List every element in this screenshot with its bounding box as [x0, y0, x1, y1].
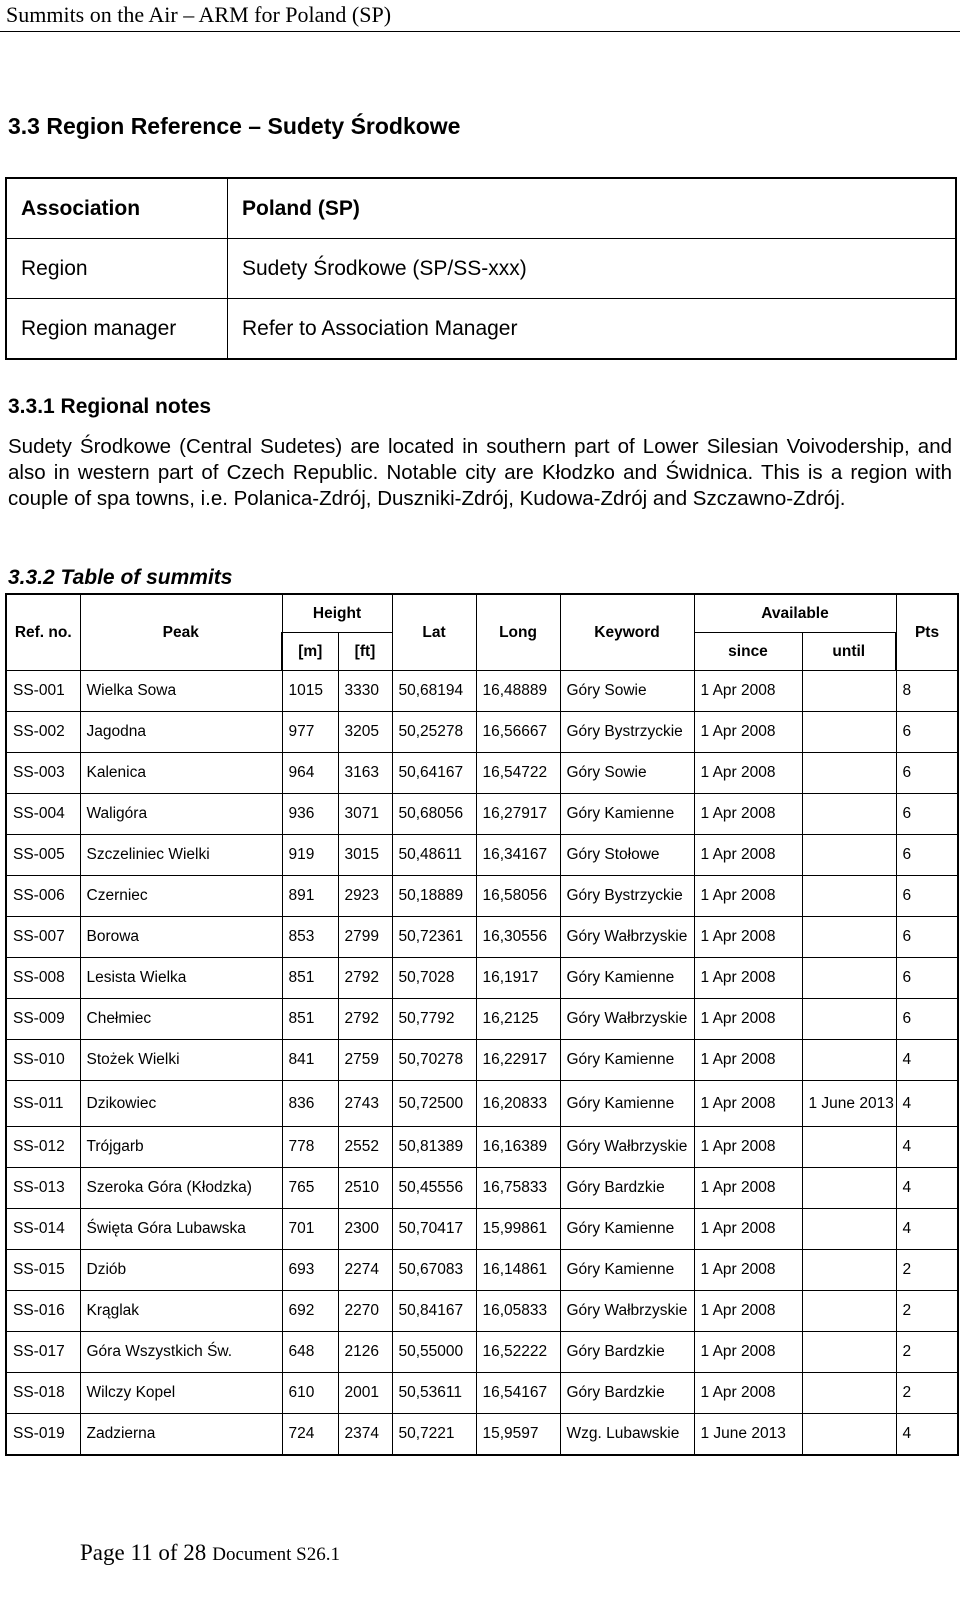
cell-long: 16,1917: [476, 958, 560, 999]
cell-peak: Dzikowiec: [80, 1081, 282, 1127]
cell-lat: 50,55000: [392, 1332, 476, 1373]
cell-ref: SS-006: [6, 876, 80, 917]
cell-until: [802, 1127, 896, 1168]
cell-height-ft: 3015: [338, 835, 392, 876]
cell-keyword: Góry Kamienne: [560, 1040, 694, 1081]
cell-until: 1 June 2013: [802, 1081, 896, 1127]
header-until: until: [802, 633, 896, 671]
table-row: [6, 999, 958, 1040]
table-row: [6, 1168, 958, 1209]
header-peak: Peak: [80, 594, 282, 671]
cell-height-m: 841: [282, 1040, 338, 1081]
cell-lat: 50,68194: [392, 671, 476, 712]
header-height-ft: [ft]: [338, 633, 392, 671]
cell-height-m: 936: [282, 794, 338, 835]
cell-keyword: Góry Sowie: [560, 671, 694, 712]
info-label: Association: [6, 178, 228, 239]
document-id: Document S26.1: [212, 1544, 340, 1565]
cell-peak: Waligóra: [80, 794, 282, 835]
cell-height-ft: 2270: [338, 1291, 392, 1332]
cell-until: [802, 999, 896, 1040]
cell-until: [802, 876, 896, 917]
header-long: Long: [476, 594, 560, 671]
cell-peak: Dziób: [80, 1250, 282, 1291]
cell-pts: 2: [896, 1250, 958, 1291]
cell-long: 16,27917: [476, 794, 560, 835]
cell-until: [802, 835, 896, 876]
table-row: [6, 1414, 958, 1455]
regional-notes-text: Sudety Środkowe (Central Sudetes) are located in southern part of Lower Silesian Voivodership, and also in western part of Czech Republic. Notable city are Kłodzko and Świdnica. This is a region with couple of spa towns, i.e. Polanica-Zdrój, Duszniki-Zdrój, Kudowa-Zdrój and Szczawno-Zdrój.: [8, 435, 952, 510]
regional-notes-heading: 3.3.1 Regional notes: [8, 395, 212, 418]
cell-height-ft: 2126: [338, 1332, 392, 1373]
cell-peak: Jagodna: [80, 712, 282, 753]
cell-ref: SS-005: [6, 835, 80, 876]
cell-ref: SS-008: [6, 958, 80, 999]
cell-keyword: Góry Bardzkie: [560, 1168, 694, 1209]
table-row: [6, 753, 958, 794]
cell-long: 16,54722: [476, 753, 560, 794]
header-pts: Pts: [896, 594, 958, 671]
cell-lat: 50,72361: [392, 917, 476, 958]
cell-pts: 4: [896, 1040, 958, 1081]
cell-peak: Lesista Wielka: [80, 958, 282, 999]
cell-long: 16,54167: [476, 1373, 560, 1414]
cell-peak: Chełmiec: [80, 999, 282, 1040]
cell-since: 1 Apr 2008: [694, 917, 802, 958]
cell-ref: SS-019: [6, 1414, 80, 1455]
cell-peak: Góra Wszystkich Św.: [80, 1332, 282, 1373]
cell-lat: 50,70278: [392, 1040, 476, 1081]
cell-pts: 6: [896, 958, 958, 999]
info-value: Poland (SP): [228, 178, 957, 239]
cell-height-m: 964: [282, 753, 338, 794]
cell-lat: 50,48611: [392, 835, 476, 876]
cell-peak: Święta Góra Lubawska: [80, 1209, 282, 1250]
cell-lat: 50,18889: [392, 876, 476, 917]
cell-since: 1 Apr 2008: [694, 1168, 802, 1209]
cell-height-ft: 2743: [338, 1081, 392, 1127]
cell-height-m: 765: [282, 1168, 338, 1209]
cell-ref: SS-001: [6, 671, 80, 712]
cell-until: [802, 671, 896, 712]
cell-pts: 4: [896, 1081, 958, 1127]
cell-until: [802, 1373, 896, 1414]
cell-until: [802, 917, 896, 958]
cell-long: 15,99861: [476, 1209, 560, 1250]
cell-long: 16,20833: [476, 1081, 560, 1127]
table-row: [6, 1127, 958, 1168]
table-row: [6, 712, 958, 753]
cell-lat: 50,72500: [392, 1081, 476, 1127]
cell-height-ft: 3071: [338, 794, 392, 835]
cell-ref: SS-016: [6, 1291, 80, 1332]
region-info-table: [5, 177, 957, 360]
info-label: Region manager: [6, 299, 228, 360]
cell-height-ft: 2374: [338, 1414, 392, 1455]
cell-peak: Szeroka Góra (Kłodzka): [80, 1168, 282, 1209]
cell-long: 16,75833: [476, 1168, 560, 1209]
cell-long: 16,30556: [476, 917, 560, 958]
cell-keyword: Góry Kamienne: [560, 958, 694, 999]
header-divider: [0, 31, 960, 32]
header-available: Available: [694, 594, 896, 633]
summits-table-heading: 3.3.2 Table of summits: [8, 566, 233, 589]
cell-since: 1 Apr 2008: [694, 794, 802, 835]
cell-long: 16,05833: [476, 1291, 560, 1332]
cell-long: 16,34167: [476, 835, 560, 876]
header-height: Height: [282, 594, 392, 633]
cell-peak: Wielka Sowa: [80, 671, 282, 712]
cell-long: 16,14861: [476, 1250, 560, 1291]
cell-keyword: Góry Kamienne: [560, 1209, 694, 1250]
cell-lat: 50,67083: [392, 1250, 476, 1291]
cell-keyword: Góry Wałbrzyskie: [560, 1127, 694, 1168]
cell-height-ft: 2001: [338, 1373, 392, 1414]
header-since: since: [694, 633, 802, 671]
cell-peak: Wilczy Kopel: [80, 1373, 282, 1414]
cell-pts: 6: [896, 835, 958, 876]
cell-since: 1 Apr 2008: [694, 1250, 802, 1291]
cell-keyword: Góry Bardzkie: [560, 1332, 694, 1373]
cell-since: 1 Apr 2008: [694, 1209, 802, 1250]
cell-height-ft: 2510: [338, 1168, 392, 1209]
cell-until: [802, 794, 896, 835]
cell-height-m: 648: [282, 1332, 338, 1373]
table-row: [6, 835, 958, 876]
info-value: Refer to Association Manager: [228, 299, 957, 360]
section-title: 3.3 Region Reference – Sudety Środkowe: [8, 113, 461, 139]
cell-long: 16,56667: [476, 712, 560, 753]
page-footer: [80, 1540, 340, 1566]
table-row: [6, 1209, 958, 1250]
cell-height-ft: 2923: [338, 876, 392, 917]
cell-lat: 50,25278: [392, 712, 476, 753]
cell-until: [802, 1040, 896, 1081]
cell-height-m: 851: [282, 999, 338, 1040]
info-row-association: [6, 178, 956, 239]
table-row: [6, 958, 958, 999]
table-row: [6, 1250, 958, 1291]
cell-lat: 50,68056: [392, 794, 476, 835]
cell-long: 16,2125: [476, 999, 560, 1040]
cell-lat: 50,64167: [392, 753, 476, 794]
cell-pts: 4: [896, 1414, 958, 1455]
cell-since: 1 Apr 2008: [694, 671, 802, 712]
cell-keyword: Góry Wałbrzyskie: [560, 999, 694, 1040]
table-header-row: [6, 594, 958, 633]
cell-since: 1 Apr 2008: [694, 1291, 802, 1332]
cell-keyword: Góry Kamienne: [560, 1081, 694, 1127]
header-ref: Ref. no.: [6, 594, 80, 671]
cell-lat: 50,70417: [392, 1209, 476, 1250]
cell-since: 1 Apr 2008: [694, 835, 802, 876]
cell-peak: Krąglak: [80, 1291, 282, 1332]
cell-lat: 50,81389: [392, 1127, 476, 1168]
cell-height-ft: 2792: [338, 958, 392, 999]
cell-pts: 6: [896, 876, 958, 917]
cell-lat: 50,53611: [392, 1373, 476, 1414]
cell-lat: 50,45556: [392, 1168, 476, 1209]
cell-pts: 8: [896, 671, 958, 712]
cell-until: [802, 1291, 896, 1332]
cell-since: 1 Apr 2008: [694, 876, 802, 917]
cell-peak: Kalenica: [80, 753, 282, 794]
cell-pts: 2: [896, 1332, 958, 1373]
cell-keyword: Góry Bystrzyckie: [560, 876, 694, 917]
cell-pts: 6: [896, 712, 958, 753]
cell-until: [802, 753, 896, 794]
cell-since: 1 Apr 2008: [694, 1127, 802, 1168]
cell-pts: 6: [896, 917, 958, 958]
cell-keyword: Góry Sowie: [560, 753, 694, 794]
cell-height-ft: 2552: [338, 1127, 392, 1168]
table-row: [6, 1291, 958, 1332]
cell-height-m: 724: [282, 1414, 338, 1455]
cell-peak: Stożek Wielki: [80, 1040, 282, 1081]
cell-height-m: 1015: [282, 671, 338, 712]
cell-ref: SS-010: [6, 1040, 80, 1081]
cell-pts: 4: [896, 1209, 958, 1250]
table-row: [6, 876, 958, 917]
document-header: Summits on the Air – ARM for Poland (SP): [6, 2, 392, 27]
cell-height-m: 977: [282, 712, 338, 753]
cell-height-m: 693: [282, 1250, 338, 1291]
cell-height-ft: 3205: [338, 712, 392, 753]
cell-long: 16,58056: [476, 876, 560, 917]
cell-long: 16,48889: [476, 671, 560, 712]
cell-until: [802, 1168, 896, 1209]
cell-until: [802, 1332, 896, 1373]
header-height-m: [m]: [282, 633, 338, 671]
cell-long: 15,9597: [476, 1414, 560, 1455]
cell-lat: 50,84167: [392, 1291, 476, 1332]
cell-ref: SS-004: [6, 794, 80, 835]
cell-until: [802, 1414, 896, 1455]
cell-height-m: 919: [282, 835, 338, 876]
cell-pts: 4: [896, 1168, 958, 1209]
table-row: [6, 794, 958, 835]
cell-peak: Szczeliniec Wielki: [80, 835, 282, 876]
cell-long: 16,22917: [476, 1040, 560, 1081]
table-row: [6, 1081, 958, 1127]
cell-since: 1 Apr 2008: [694, 1373, 802, 1414]
cell-ref: SS-007: [6, 917, 80, 958]
cell-keyword: Góry Bystrzyckie: [560, 712, 694, 753]
cell-pts: 4: [896, 1127, 958, 1168]
cell-height-ft: 2300: [338, 1209, 392, 1250]
cell-height-ft: 2274: [338, 1250, 392, 1291]
cell-until: [802, 958, 896, 999]
cell-keyword: Góry Stołowe: [560, 835, 694, 876]
cell-keyword: Góry Wałbrzyskie: [560, 917, 694, 958]
cell-until: [802, 712, 896, 753]
cell-height-ft: 3163: [338, 753, 392, 794]
cell-peak: Trójgarb: [80, 1127, 282, 1168]
header-lat: Lat: [392, 594, 476, 671]
cell-height-m: 692: [282, 1291, 338, 1332]
cell-until: [802, 1250, 896, 1291]
cell-since: 1 Apr 2008: [694, 1081, 802, 1127]
cell-height-ft: 2759: [338, 1040, 392, 1081]
cell-height-m: 836: [282, 1081, 338, 1127]
cell-ref: SS-009: [6, 999, 80, 1040]
cell-keyword: Góry Bardzkie: [560, 1373, 694, 1414]
page-number: Page 11 of 28: [80, 1540, 207, 1565]
cell-keyword: Góry Wałbrzyskie: [560, 1291, 694, 1332]
header-keyword: Keyword: [560, 594, 694, 671]
info-value: Sudety Środkowe (SP/SS-xxx): [228, 239, 957, 299]
cell-since: 1 Apr 2008: [694, 958, 802, 999]
cell-ref: SS-015: [6, 1250, 80, 1291]
cell-keyword: Góry Kamienne: [560, 1250, 694, 1291]
cell-peak: Borowa: [80, 917, 282, 958]
cell-ref: SS-011: [6, 1081, 80, 1127]
cell-pts: 6: [896, 999, 958, 1040]
cell-height-m: 891: [282, 876, 338, 917]
table-row: [6, 917, 958, 958]
cell-ref: SS-002: [6, 712, 80, 753]
cell-ref: SS-012: [6, 1127, 80, 1168]
cell-long: 16,52222: [476, 1332, 560, 1373]
cell-since: 1 Apr 2008: [694, 999, 802, 1040]
cell-ref: SS-003: [6, 753, 80, 794]
cell-long: 16,16389: [476, 1127, 560, 1168]
summits-table-body: [6, 671, 958, 1455]
cell-height-m: 851: [282, 958, 338, 999]
cell-height-m: 701: [282, 1209, 338, 1250]
info-row-region: [6, 239, 956, 299]
cell-height-m: 853: [282, 917, 338, 958]
cell-ref: SS-017: [6, 1332, 80, 1373]
cell-lat: 50,7028: [392, 958, 476, 999]
cell-ref: SS-018: [6, 1373, 80, 1414]
cell-since: 1 June 2013: [694, 1414, 802, 1455]
table-row: [6, 1373, 958, 1414]
cell-until: [802, 1209, 896, 1250]
cell-since: 1 Apr 2008: [694, 712, 802, 753]
cell-keyword: Wzg. Lubawskie: [560, 1414, 694, 1455]
cell-pts: 6: [896, 753, 958, 794]
cell-lat: 50,7792: [392, 999, 476, 1040]
cell-height-ft: 2799: [338, 917, 392, 958]
cell-since: 1 Apr 2008: [694, 1332, 802, 1373]
cell-pts: 6: [896, 794, 958, 835]
table-row: [6, 1040, 958, 1081]
cell-ref: SS-014: [6, 1209, 80, 1250]
cell-height-ft: 2792: [338, 999, 392, 1040]
summits-table: [5, 593, 959, 1456]
cell-since: 1 Apr 2008: [694, 1040, 802, 1081]
cell-height-m: 610: [282, 1373, 338, 1414]
cell-peak: Zadzierna: [80, 1414, 282, 1455]
cell-ref: SS-013: [6, 1168, 80, 1209]
cell-lat: 50,7221: [392, 1414, 476, 1455]
cell-peak: Czerniec: [80, 876, 282, 917]
cell-height-ft: 3330: [338, 671, 392, 712]
info-label: Region: [6, 239, 228, 299]
cell-pts: 2: [896, 1291, 958, 1332]
table-row: [6, 671, 958, 712]
table-row: [6, 1332, 958, 1373]
cell-since: 1 Apr 2008: [694, 753, 802, 794]
info-row-region-manager: [6, 299, 956, 360]
cell-height-m: 778: [282, 1127, 338, 1168]
cell-pts: 2: [896, 1373, 958, 1414]
cell-keyword: Góry Kamienne: [560, 794, 694, 835]
